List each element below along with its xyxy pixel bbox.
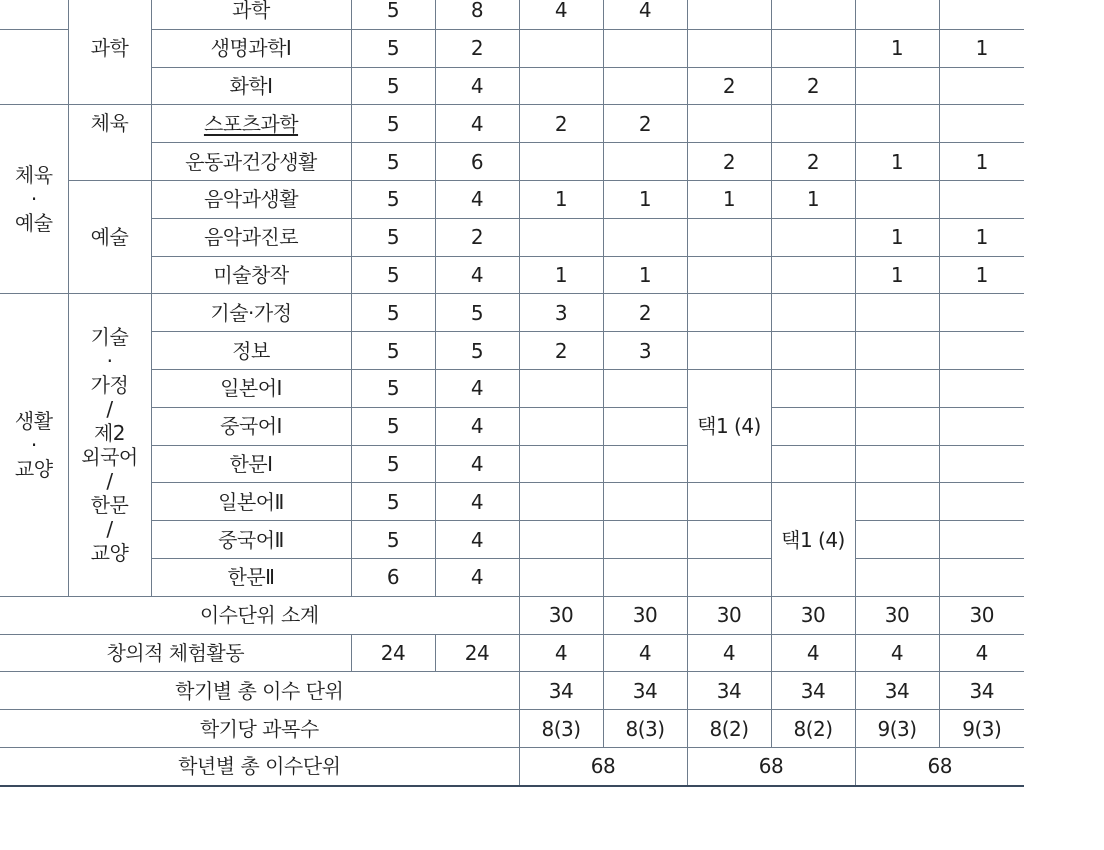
base-units: 5 [351, 67, 435, 105]
semester-total-y2s2: 34 [771, 672, 855, 710]
subject-name: 한문Ⅱ [151, 558, 351, 596]
y1s1 [519, 67, 603, 105]
y1s1: 1 [519, 180, 603, 218]
table-row [0, 294, 1024, 332]
subtotal-y2s2: 30 [771, 596, 855, 634]
y2s1 [687, 29, 771, 67]
table-row [0, 29, 1024, 67]
subjects-count-y2s1: 8(2) [687, 710, 771, 748]
base-units: 5 [351, 256, 435, 294]
creative-units: 24 [351, 634, 435, 672]
y1s1: 3 [519, 294, 603, 332]
y1s2 [603, 558, 687, 596]
y1s2 [603, 29, 687, 67]
semester-total-row [0, 672, 1024, 710]
subject-name: 과학 [151, 0, 351, 29]
choose-one-y2s2: 택1 (4) [771, 483, 855, 596]
y3s2 [939, 407, 1024, 445]
subject-name: 일본어Ⅱ [151, 483, 351, 521]
subjects-count-row [0, 710, 1024, 748]
base-units: 5 [351, 445, 435, 483]
semester-total-y3s2: 34 [939, 672, 1024, 710]
y2s2 [771, 294, 855, 332]
y3s1 [855, 180, 939, 218]
subject-name: 중국어Ⅱ [151, 521, 351, 559]
total-units: 4 [435, 180, 519, 218]
subject-name: 일본어Ⅰ [151, 369, 351, 407]
table-row [0, 180, 1024, 218]
y3s1 [855, 0, 939, 29]
subjects-count-label: 학기당 과목수 [0, 710, 519, 748]
table-row [0, 0, 1024, 29]
subtotal-label: 이수단위 소계 [0, 596, 519, 634]
y1s1 [519, 218, 603, 256]
total-units: 4 [435, 445, 519, 483]
total-units: 6 [435, 143, 519, 181]
subgroup-life: 기술 · 가정 / 제2 외국어 / 한문 / 교양 [68, 294, 151, 596]
total-units: 4 [435, 483, 519, 521]
base-units: 5 [351, 143, 435, 181]
y1s2: 1 [603, 256, 687, 294]
table-row [0, 256, 1024, 294]
table-row [0, 445, 1024, 483]
base-units: 5 [351, 0, 435, 29]
base-units: 5 [351, 218, 435, 256]
y3s2 [939, 332, 1024, 370]
y3s1 [855, 483, 939, 521]
year-total-y2: 68 [687, 747, 855, 785]
table-row [0, 67, 1024, 105]
subject-name: 음악과진로 [151, 218, 351, 256]
base-units: 5 [351, 369, 435, 407]
total-units: 4 [435, 558, 519, 596]
total-units: 2 [435, 218, 519, 256]
y1s2 [603, 483, 687, 521]
y2s2 [771, 445, 855, 483]
y2s2 [771, 256, 855, 294]
y2s1 [687, 105, 771, 143]
y3s1 [855, 558, 939, 596]
y3s2 [939, 180, 1024, 218]
y2s1: 2 [687, 67, 771, 105]
y2s2: 1 [771, 180, 855, 218]
creative-activity-row [0, 634, 1024, 672]
subtotal-y3s2: 30 [939, 596, 1024, 634]
y1s1: 4 [519, 0, 603, 29]
creative-y2s2: 4 [771, 634, 855, 672]
subject-name: 기술·가정 [151, 294, 351, 332]
y1s1 [519, 558, 603, 596]
subjects-count-y2s2: 8(2) [771, 710, 855, 748]
y1s1 [519, 407, 603, 445]
y2s1: 2 [687, 143, 771, 181]
y2s1 [687, 294, 771, 332]
y1s1 [519, 483, 603, 521]
y1s1: 2 [519, 105, 603, 143]
semester-total-y3s1: 34 [855, 672, 939, 710]
table-row [0, 332, 1024, 370]
creative-y3s1: 4 [855, 634, 939, 672]
subject-name: 정보 [151, 332, 351, 370]
y3s1: 1 [855, 29, 939, 67]
y3s1 [855, 67, 939, 105]
subjects-count-y1s1: 8(3) [519, 710, 603, 748]
y3s2: 1 [939, 29, 1024, 67]
y2s1 [687, 0, 771, 29]
y2s1 [687, 256, 771, 294]
y3s2 [939, 294, 1024, 332]
y3s1 [855, 369, 939, 407]
total-units: 5 [435, 332, 519, 370]
base-units: 5 [351, 29, 435, 67]
y1s1 [519, 369, 603, 407]
subtotal-y3s1: 30 [855, 596, 939, 634]
table-row [0, 483, 1024, 521]
y1s1 [519, 445, 603, 483]
y1s1 [519, 143, 603, 181]
subject-name: 미술창작 [151, 256, 351, 294]
year-total-y3: 68 [855, 747, 1024, 785]
table-row [0, 143, 1024, 181]
y2s2 [771, 407, 855, 445]
table-row [0, 369, 1024, 407]
total-units: 8 [435, 0, 519, 29]
y2s2 [771, 105, 855, 143]
table-row [0, 558, 1024, 596]
semester-total-y1s2: 34 [603, 672, 687, 710]
y2s1 [687, 332, 771, 370]
group-cell [0, 67, 68, 105]
y2s2: 2 [771, 67, 855, 105]
semester-total-y1s1: 34 [519, 672, 603, 710]
base-units: 5 [351, 105, 435, 143]
y1s2 [603, 67, 687, 105]
y3s1 [855, 294, 939, 332]
subjects-count-y3s2: 9(3) [939, 710, 1024, 748]
creative-y1s1: 4 [519, 634, 603, 672]
y3s2 [939, 369, 1024, 407]
subtotal-y1s1: 30 [519, 596, 603, 634]
y1s2: 2 [603, 105, 687, 143]
creative-y3s2: 4 [939, 634, 1024, 672]
group-life: 생활 · 교양 [0, 294, 68, 596]
y1s2 [603, 445, 687, 483]
subtotal-row [0, 596, 1024, 634]
y2s1 [687, 521, 771, 559]
y2s2 [771, 218, 855, 256]
y1s1 [519, 29, 603, 67]
y2s1: 1 [687, 180, 771, 218]
creative-y2s1: 4 [687, 634, 771, 672]
semester-total-label: 학기별 총 이수 단위 [0, 672, 519, 710]
subject-name: 음악과생활 [151, 180, 351, 218]
y1s2: 4 [603, 0, 687, 29]
y3s2 [939, 558, 1024, 596]
table-row [0, 218, 1024, 256]
y2s2: 2 [771, 143, 855, 181]
y1s2 [603, 407, 687, 445]
y1s1: 1 [519, 256, 603, 294]
y3s1: 1 [855, 256, 939, 294]
total-units: 4 [435, 369, 519, 407]
base-units: 6 [351, 558, 435, 596]
y3s2: 1 [939, 218, 1024, 256]
y2s1 [687, 218, 771, 256]
creative-total: 24 [435, 634, 519, 672]
y1s2: 1 [603, 180, 687, 218]
y3s1 [855, 445, 939, 483]
y1s2: 2 [603, 294, 687, 332]
y3s1 [855, 407, 939, 445]
creative-label: 창의적 체험활동 [0, 634, 351, 672]
base-units: 5 [351, 483, 435, 521]
group-cell-top [0, 0, 68, 29]
y2s2 [771, 0, 855, 29]
y3s2: 1 [939, 256, 1024, 294]
base-units: 5 [351, 294, 435, 332]
y3s1 [855, 105, 939, 143]
y2s2 [771, 369, 855, 407]
y1s2: 3 [603, 332, 687, 370]
subtotal-y2s1: 30 [687, 596, 771, 634]
y1s2 [603, 218, 687, 256]
y1s1 [519, 521, 603, 559]
subject-name: 화학Ⅰ [151, 67, 351, 105]
subtotal-y1s2: 30 [603, 596, 687, 634]
base-units: 5 [351, 332, 435, 370]
y3s1: 1 [855, 218, 939, 256]
subgroup-pe: 체육 [68, 105, 151, 181]
subject-name: 스포츠과학 [151, 105, 351, 143]
y1s2 [603, 521, 687, 559]
subject-name: 중국어Ⅰ [151, 407, 351, 445]
subgroup-art: 예술 [68, 180, 151, 293]
base-units: 5 [351, 180, 435, 218]
total-units: 2 [435, 29, 519, 67]
subgroup-science: 과학 [68, 0, 151, 105]
total-units: 4 [435, 407, 519, 445]
total-units: 4 [435, 256, 519, 294]
y3s2 [939, 0, 1024, 29]
subjects-count-y1s2: 8(3) [603, 710, 687, 748]
y3s1 [855, 332, 939, 370]
choose-one-y2s1: 택1 (4) [687, 369, 771, 482]
group-cell [0, 29, 68, 67]
creative-y1s2: 4 [603, 634, 687, 672]
y1s1: 2 [519, 332, 603, 370]
y3s2 [939, 105, 1024, 143]
y2s2 [771, 332, 855, 370]
table-row [0, 521, 1024, 559]
y3s2 [939, 67, 1024, 105]
year-total-row [0, 747, 1024, 785]
y1s2 [603, 143, 687, 181]
total-units: 5 [435, 294, 519, 332]
subject-name: 한문Ⅰ [151, 445, 351, 483]
year-total-label: 학년별 총 이수단위 [0, 747, 519, 785]
y2s2 [771, 29, 855, 67]
total-units: 4 [435, 105, 519, 143]
y3s1: 1 [855, 143, 939, 181]
y3s2 [939, 483, 1024, 521]
table-row [0, 407, 1024, 445]
table-row [0, 105, 1024, 143]
subject-name: 생명과학Ⅰ [151, 29, 351, 67]
y3s2 [939, 445, 1024, 483]
total-units: 4 [435, 521, 519, 559]
y1s2 [603, 369, 687, 407]
total-units: 4 [435, 67, 519, 105]
y2s1 [687, 558, 771, 596]
y2s1 [687, 483, 771, 521]
base-units: 5 [351, 407, 435, 445]
semester-total-y2s1: 34 [687, 672, 771, 710]
subject-name: 운동과건강생활 [151, 143, 351, 181]
y3s1 [855, 521, 939, 559]
group-arts: 체육 · 예술 [0, 105, 68, 294]
y3s2 [939, 521, 1024, 559]
year-total-y1: 68 [519, 747, 687, 785]
subjects-count-y3s1: 9(3) [855, 710, 939, 748]
base-units: 5 [351, 521, 435, 559]
y3s2: 1 [939, 143, 1024, 181]
